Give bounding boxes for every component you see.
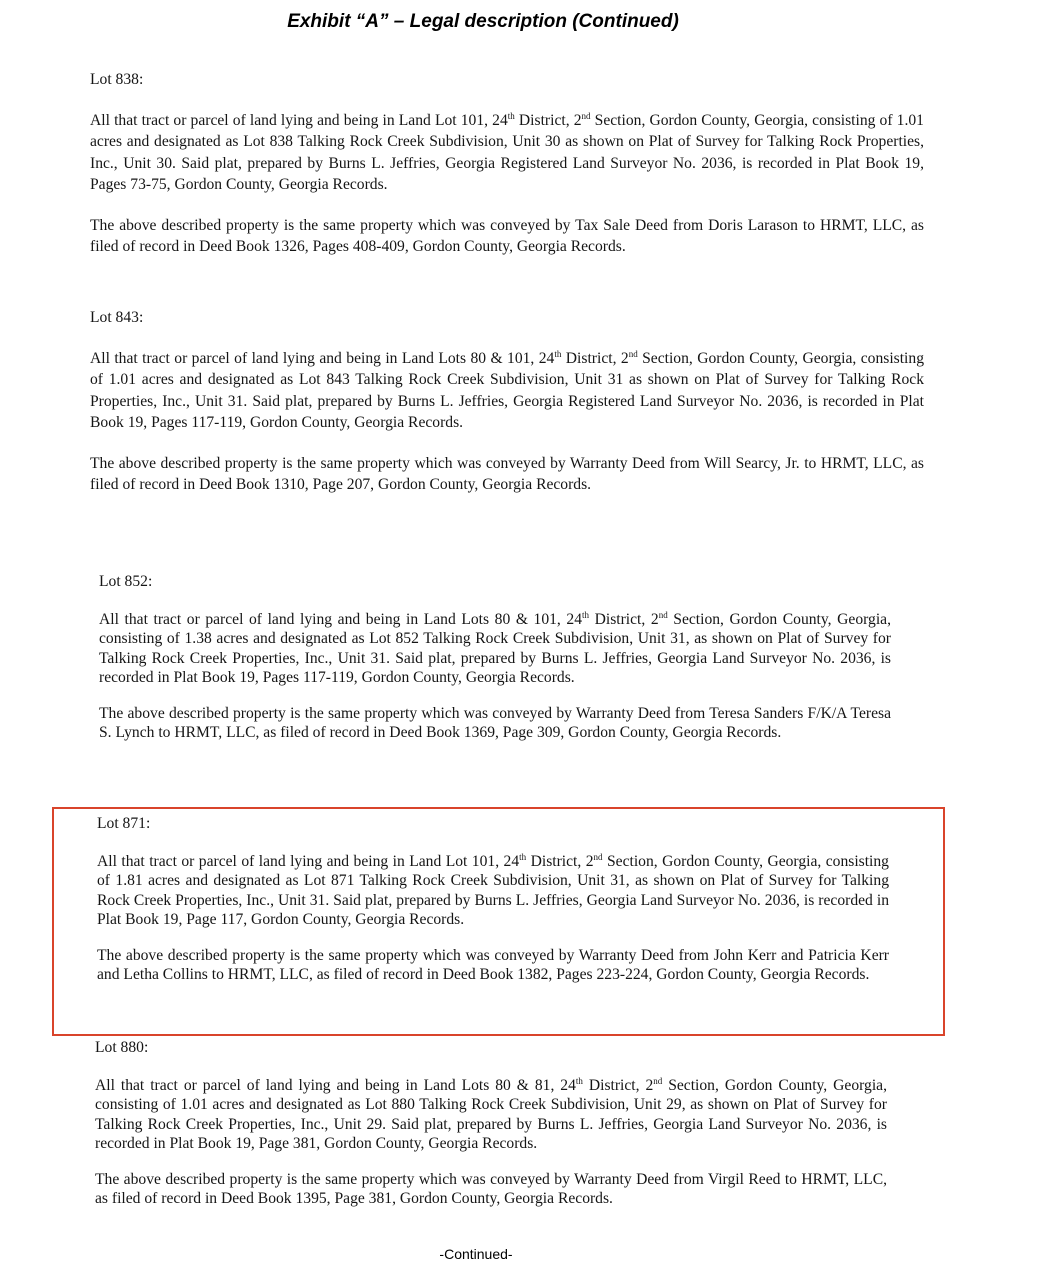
lot-838-section (90, 69, 924, 258)
lot-description: All that tract or parcel of land lying and being in Land Lot 101, 24th District, 2nd Section, Gordon County, Georgia, consisting of 1.01 acres and designated as Lot 838 Talking Rock Creek Subdivision, Unit 30 as shown on Plat of Survey for Talking Rock Properties, Inc., Unit 30. Said plat, prepared by Burns L. Jeffries, Georgia Registered Land Surveyor No. 2036, is recorded in Plat Book 19, Pages 73-75, Gordon County, Georgia Records. (90, 110, 924, 193)
lot-conveyance: The above described property is the same property which was conveyed by Warranty Deed from Virgil Reed to HRMT, LLC, as filed of record in Deed Book 1395, Page 381, Gordon County, Georgia Records. (95, 1170, 887, 1207)
lot-conveyance: The above described property is the same property which was conveyed by Warranty Deed from John Kerr and Patricia Kerr and Letha Collins to HRMT, LLC, as filed of record in Deed Book 1382, Pages 223-224, Gordon County, Georgia Records. (97, 946, 889, 983)
lot-heading: Lot 838: (90, 71, 144, 88)
lot-description: All that tract or parcel of land lying and being in Land Lot 101, 24th District, 2nd Section, Gordon County, Georgia, consisting of 1.81 acres and designated as Lot 871 Talking Rock Creek Subdivision, Unit 31, as shown on Plat of Survey for Talking Rock Creek Properties, Inc., Unit 31. Said plat, prepared by Burns L. Jeffries, Georgia Land Surveyor No. 2036, is recorded in Plat Book 19, Page 117, Gordon County, Georgia Records. (97, 851, 889, 928)
lot-description: All that tract or parcel of land lying and being in Land Lots 80 & 81, 24th District, 2nd Section, Gordon County, Georgia, consisting of 1.01 acres and designated as Lot 880 Talking Rock Creek Subdivision, Unit 29, as shown on Plat of Survey for Talking Rock Creek Properties, Inc., Unit 29. Said plat, prepared by Burns L. Jeffries, Georgia Land Surveyor No. 2036, is recorded in Plat Book 19, Page 381, Gordon County, Georgia Records. (95, 1075, 887, 1152)
page-footer: -Continued- (439, 1246, 513, 1262)
lot-conveyance: The above described property is the same property which was conveyed by Warranty Deed from Will Searcy, Jr. to HRMT, LLC, as filed of record in Deed Book 1310, Page 207, Gordon County, Georgia Records. (90, 454, 924, 493)
lot-852-section (99, 572, 891, 743)
lot-heading: Lot 871: (97, 815, 151, 832)
lot-heading: Lot 843: (90, 309, 144, 326)
lot-description: All that tract or parcel of land lying and being in Land Lots 80 & 101, 24th District, 2nd Section, Gordon County, Georgia, consisting of 1.01 acres and designated as Lot 843 Talking Rock Creek Subdivision, Unit 31 as shown on Plat of Survey for Talking Rock Properties, Inc., Unit 31. Said plat, prepared by Burns L. Jeffries, Georgia Registered Land Surveyor No. 2036, is recorded in Plat Book 19, Pages 117-119, Gordon County, Georgia Records. (90, 348, 924, 431)
lot-843-section (90, 307, 924, 496)
lot-description: All that tract or parcel of land lying and being in Land Lots 80 & 101, 24th District, 2nd Section, Gordon County, Georgia, consisting of 1.38 acres and designated as Lot 852 Talking Rock Creek Subdivision, Unit 31, as shown on Plat of Survey for Talking Rock Creek Properties, Inc., Unit 31. Said plat, prepared by Burns L. Jeffries, Georgia Land Surveyor No. 2036, is recorded in Plat Book 19, Pages 117-119, Gordon County, Georgia Records. (99, 609, 891, 686)
lot-heading: Lot 852: (99, 573, 153, 590)
lot-880-section (95, 1038, 887, 1209)
lot-871-section (97, 814, 889, 985)
lot-conveyance: The above described property is the same property which was conveyed by Tax Sale Deed from Doris Larason to HRMT, LLC, as filed of record in Deed Book 1326, Pages 408-409, Gordon County, Georgia Records. (90, 216, 924, 255)
lot-heading: Lot 880: (95, 1039, 149, 1056)
lot-conveyance: The above described property is the same property which was conveyed by Warranty Deed from Teresa Sanders F/K/A Teresa S. Lynch to HRMT, LLC, as filed of record in Deed Book 1369, Page 309, Gordon County, Georgia Records. (99, 704, 891, 741)
page-title: Exhibit “A” – Legal description (Continued) (287, 11, 679, 32)
